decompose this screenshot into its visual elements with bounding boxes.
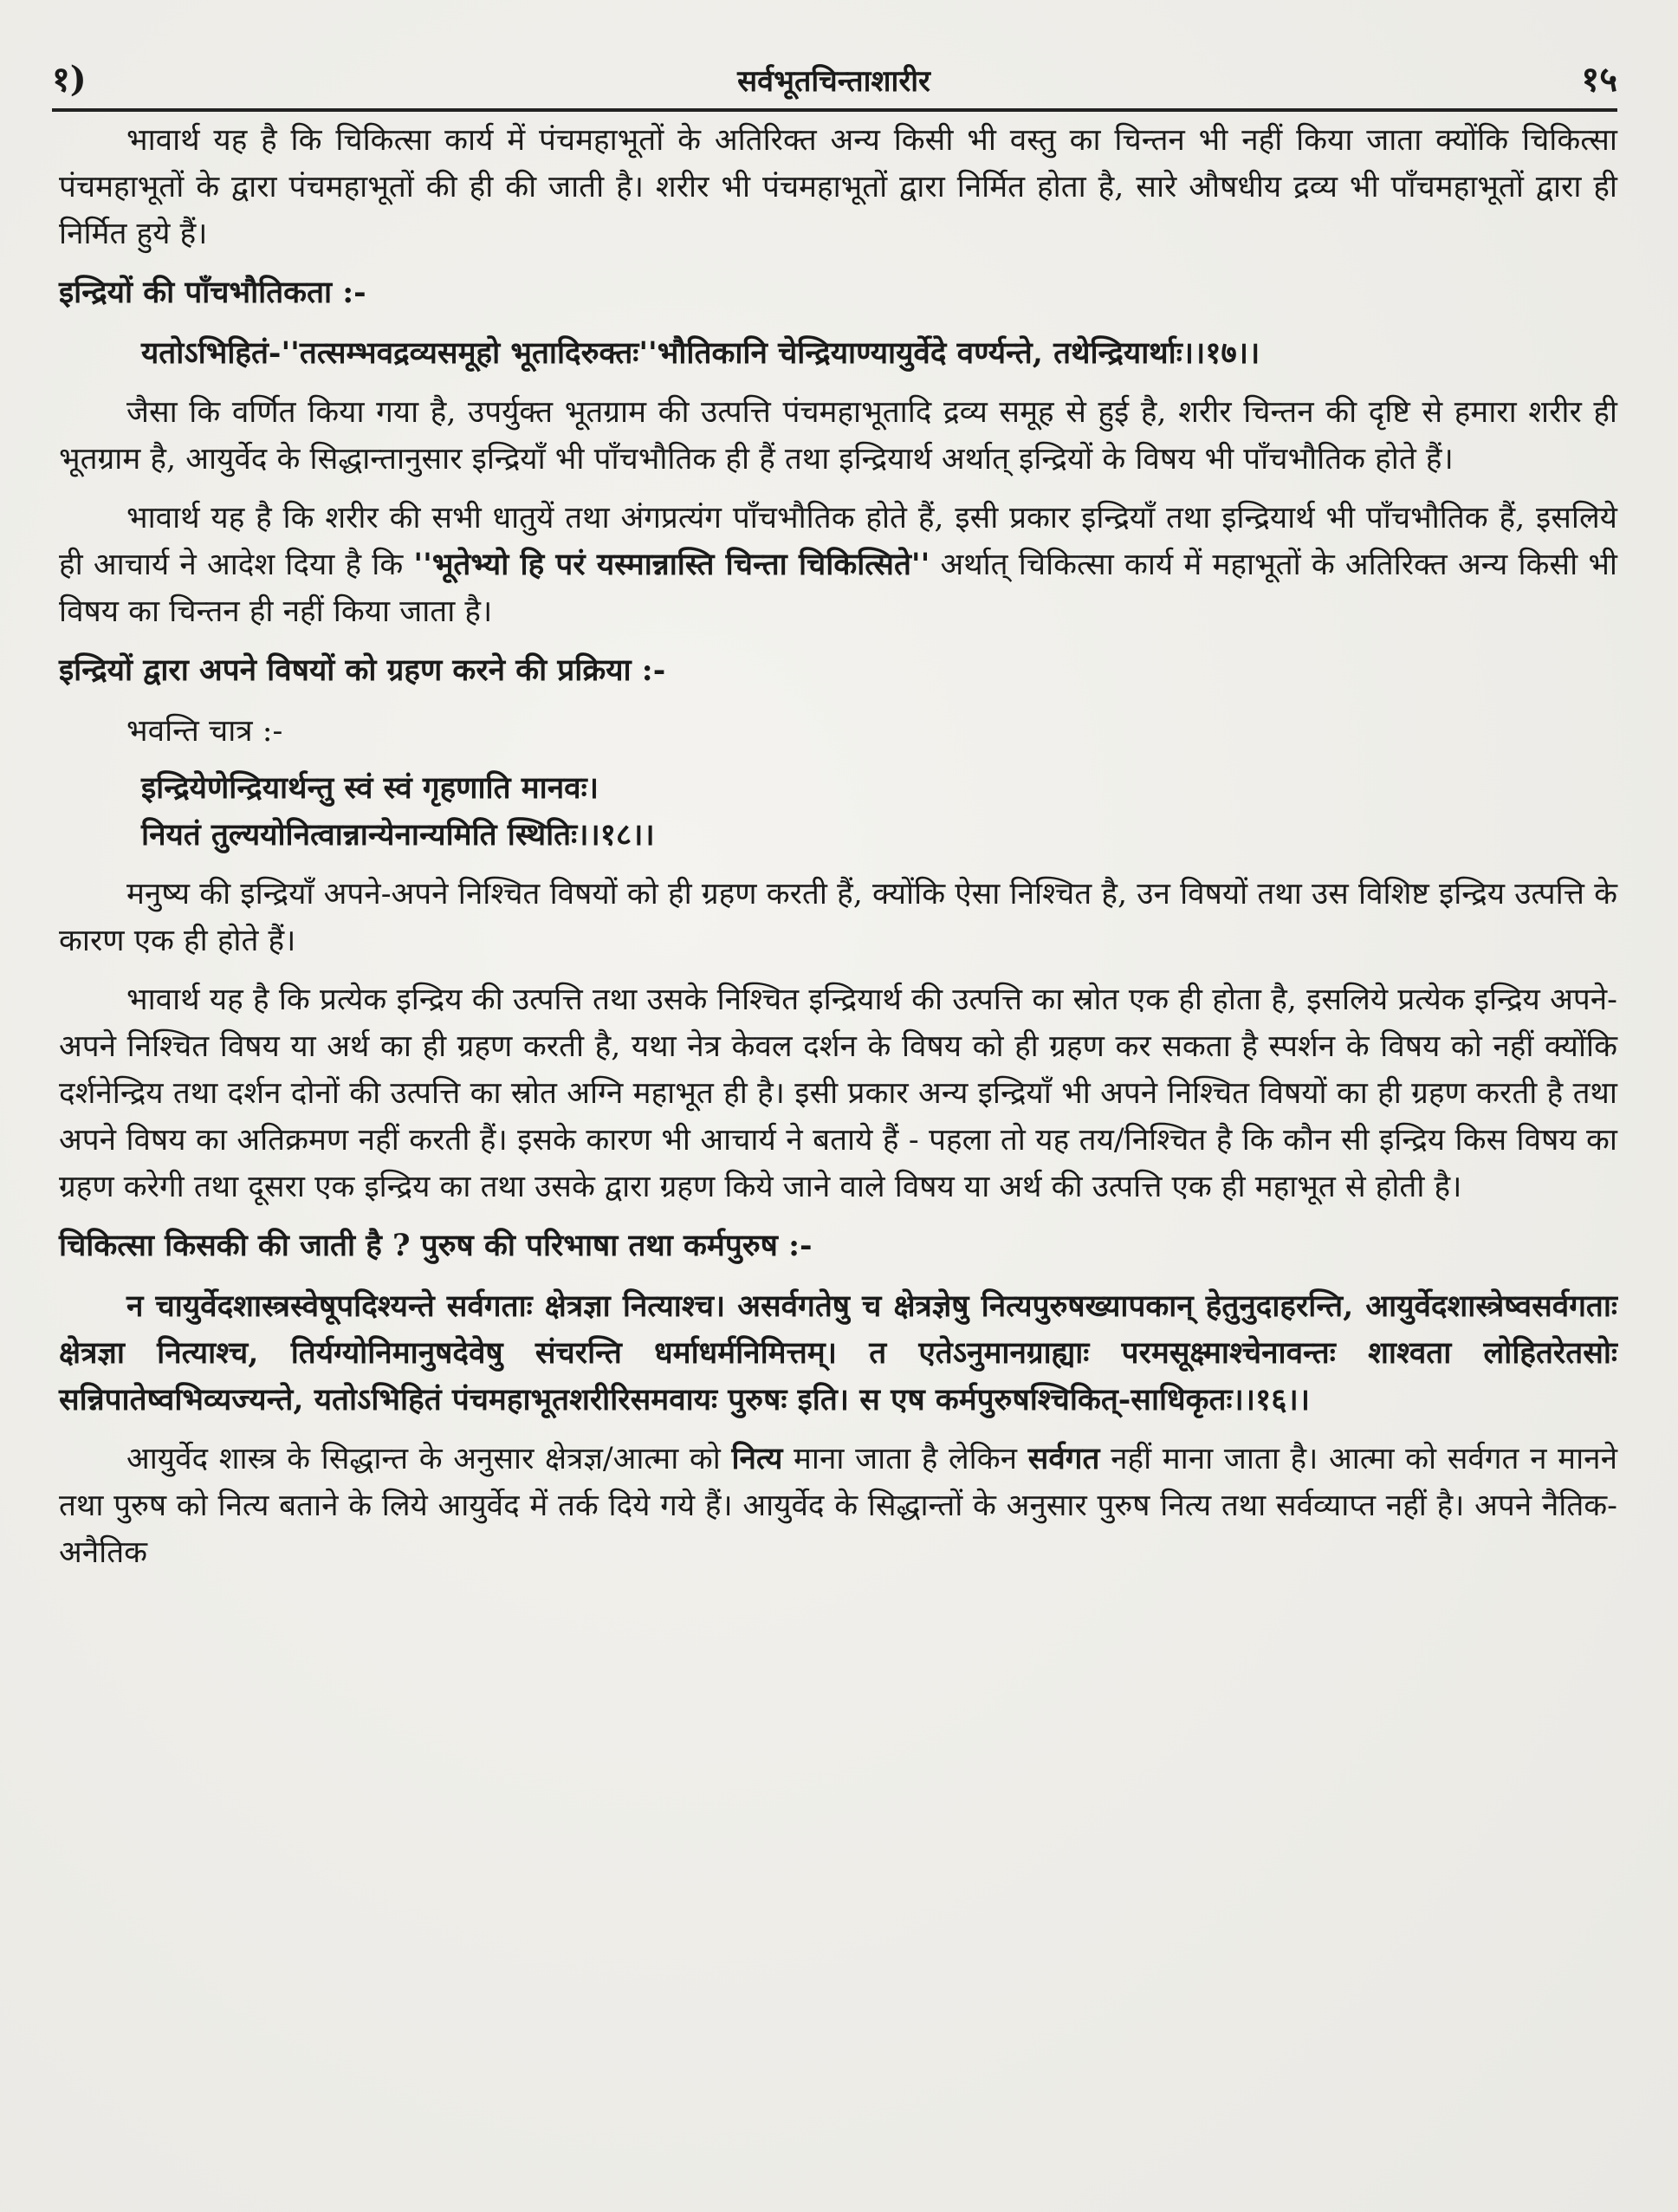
bhavanti-chatra: भवन्ति चात्र :- (126, 714, 283, 749)
paragraph-6 (59, 1436, 1617, 1576)
verse-18-line-2: नियतं तुल्ययोनित्वान्नान्येनान्यमिति स्थितिः।।१८।। (141, 817, 655, 853)
chapter-number: १) (52, 59, 87, 100)
paragraph-4: मनुष्य की इन्द्रियाँ अपने-अपने निश्चित विषयों को ही ग्रहण करती हैं, क्योंकि ऐसा निश्चित है, उन विषयों तथा उस विशिष्ट इन्द्रिय उत्पत्ति के कारण एक ही होते हैं। (59, 877, 1617, 958)
sutra-19: न चायुर्वेदशास्त्रस्वेषूपदिश्यन्ते सर्वगताः क्षेत्रज्ञा नित्याश्च। असर्वगतेषु च क्षेत्रज्ञेषु नित्यपुरुषख्यापकान् हेतुनुदाहरन्ति, आयुर्वेदशास्त्रेष्वसर्वगताः क्षेत्रज्ञा नित्याश्च, तिर्यग्योनिमानुषदेवेषु संचरन्ति धर्माधर्मनिमित्तम्। त एतेऽनुमानग्राह्याः परमसूक्ष्माश्चेनावन्तः शाश्वता लोहितरेतसोः सन्निपातेष्वभिव्यज्यन्ते, यतोऽभिहितं पंचमहाभूतशरीरिसमवायः पुरुषः इति। स एष कर्मपुरुषश्चिकित्-साधिकृतः।।१६।। (59, 1288, 1617, 1417)
paragraph-3-part-b: अर्थात् चिकित्सा कार्य में महाभूतों के अतिरिक्त अन्य किसी भी विषय का चिन्तन ही नहीं किया जाता है। (59, 548, 1617, 629)
heading-indriya-panchbhautikta: इन्द्रियों की पाँचभौतिकता :- (59, 275, 366, 310)
paragraph-3 (59, 495, 1617, 635)
term-nitya: नित्य (731, 1441, 783, 1476)
page-header (52, 48, 1617, 112)
paragraph-5: भावार्थ यह है कि प्रत्येक इन्द्रिय की उत्पत्ति तथा उसके निश्चित इन्द्रियार्थ की उत्पत्ति का स्रोत एक ही होता है, इसलिये प्रत्येक इन्द्रिय अपने-अपने निश्चित विषय या अर्थ का ही ग्रहण करती है, यथा नेत्र केवल दर्शन के विषय को ही ग्रहण कर सकता है स्पर्शन के विषय को नहीं क्योंकि दर्शनेन्द्रिय तथा दर्शन दोनों की उत्पत्ति का स्रोत अग्नि महाभूत ही है। इसी प्रकार अन्य इन्द्रियाँ भी अपने निश्चित विषयों का ही ग्रहण करती है तथा अपने विषय का अतिक्रमण नहीं करती हैं। इसके कारण भी आचार्य ने बताये हैं - पहला तो यह तय/निश्चित है कि कौन सी इन्द्रिय किस विषय का ग्रहण करेगी तथा दूसरा एक इन्द्रिय का तथा उसके द्वारा ग्रहण किये जाने वाले विषय या अर्थ की उत्पत्ति एक ही महाभूत से होती है। (59, 983, 1617, 1204)
paragraph-6-part-c: नहीं माना जाता है। आत्मा को सर्वगत न मानने तथा पुरुष को नित्य बताने के लिये आयुर्वेद में तर्क दिये गये हैं। आयुर्वेद के सिद्धान्तों के अनुसार पुरुष नित्य तथा सर्वव्याप्त नहीं है। अपने नैतिक-अनैतिक (59, 1442, 1617, 1570)
running-title: सर्वभूतचिन्ताशारीर (737, 64, 930, 99)
paragraph-3-quote: ''भूतेभ्यो हि परं यस्मान्नास्ति चिन्ता चिकित्सिते'' (413, 547, 930, 582)
page-number: १५ (1581, 59, 1617, 100)
paragraph-1: भावार्थ यह है कि चिकित्सा कार्य में पंचमहाभूतों के अतिरिक्त अन्य किसी भी वस्तु का चिन्तन भी नहीं किया जाता क्योंकि चिकित्सा पंचमहाभूतों के द्वारा पंचमहाभूतों की ही की जाती है। शरीर भी पंचमहाभूतों द्वारा निर्मित होता है, सारे औषधीय द्रव्य भी पाँचमहाभूतों द्वारा ही निर्मित हुये हैं। (59, 123, 1617, 251)
verse-18-line-1: इन्द्रियेणेन्द्रियार्थन्तु स्वं स्वं गृहणाति मानवः। (141, 770, 599, 806)
page-body (59, 117, 1617, 1588)
term-sarvagat: सर्वगत (1027, 1441, 1100, 1476)
paragraph-2: जैसा कि वर्णित किया गया है, उपर्युक्त भूतग्राम की उत्पत्ति पंचमहाभूतादि द्रव्य समूह से हुई है, शरीर चिन्तन की दृष्टि से हमारा शरीर ही भूतग्राम है, आयुर्वेद के सिद्धान्तानुसार इन्द्रियाँ भी पाँचभौतिक ही हैं तथा इन्द्रियार्थ अर्थात् इन्द्रियों के विषय भी पाँचभौतिक होते हैं। (59, 395, 1617, 477)
verse-17: यतोऽभिहितं-''तत्सम्भवद्रव्यसमूहो भूतादिरुक्तः''भौतिकानि चेन्द्रियाण्यायुर्वेदे वर्ण्यन्ते, तथेन्द्रियार्थाः।।१७।। (141, 335, 1260, 371)
heading-indriya-grahan-prakriya: इन्द्रियों द्वारा अपने विषयों को ग्रहण करने की प्रक्रिया :- (59, 652, 666, 688)
paragraph-3-part-a: भावार्थ यह है कि शरीर की सभी धातुयें तथा अंगप्रत्यंग पाँचभौतिक होते हैं, इसी प्रकार इन्द्रियाँ तथा इन्द्रियार्थ भी पाँचभौतिक हैं, इसलिये ही आचार्य ने आदेश दिया है कि (59, 501, 1617, 582)
verse-18 (59, 765, 1617, 859)
paragraph-6-part-a: आयुर्वेद शास्त्र के सिद्धान्त के अनुसार क्षेत्रज्ञ/आत्मा को (126, 1442, 732, 1476)
paragraph-6-part-b: माना जाता है लेकिन (782, 1442, 1028, 1476)
heading-purush-paribhasha: चिकित्सा किसकी की जाती है ? पुरुष की परिभाषा तथा कर्मपुरुष :- (59, 1228, 813, 1263)
